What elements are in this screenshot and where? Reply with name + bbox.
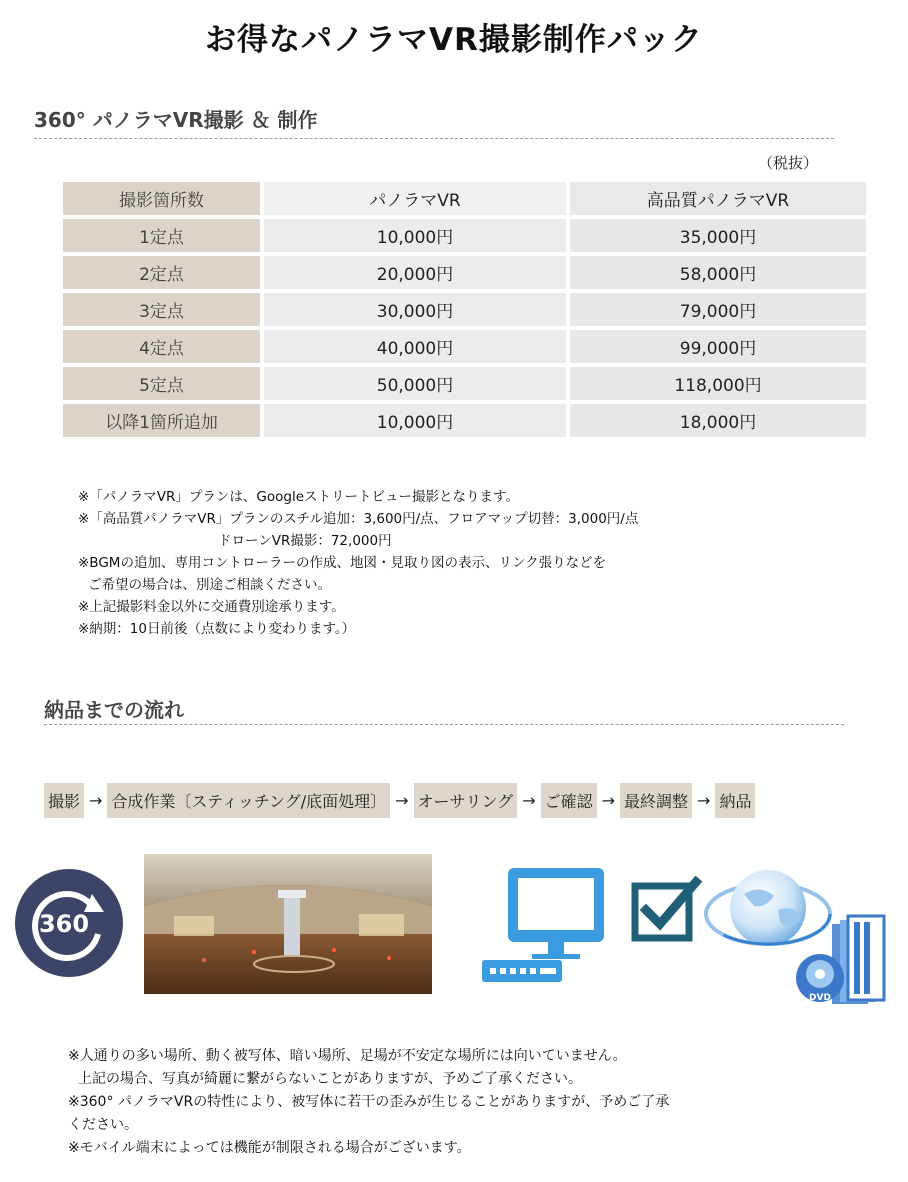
step-review: ご確認 — [541, 783, 597, 818]
note-line: ご希望の場合は、別途ご相談ください。 — [88, 577, 331, 593]
page-title: お得なパノラマVR撮影制作パック — [205, 22, 703, 58]
table-header-row — [63, 182, 866, 215]
360-icon-label: 360 — [38, 910, 90, 938]
price-cell: 20,000円 — [264, 256, 566, 289]
step-shoot: 撮影 — [44, 783, 84, 818]
price-cell: 58,000円 — [570, 256, 866, 289]
price-cell: 118,000円 — [570, 367, 866, 400]
note-line: ※「高品質パノラマVR」プランのスチル追加：3,600円/点、フロアマップ切替：3,000円/点 — [78, 511, 639, 527]
arrow-icon: → — [89, 791, 103, 810]
price-table — [63, 178, 866, 441]
table-row — [63, 330, 866, 363]
row-label: 以降1箇所追加 — [63, 404, 260, 437]
header-cell: パノラマVR — [264, 182, 566, 215]
table-row — [63, 256, 866, 289]
section-heading-pricing: 360° パノラマVR撮影 ＆ 制作 — [34, 108, 318, 132]
section-heading-workflow: 納品までの流れ — [44, 698, 184, 722]
step-final-adjust: 最終調整 — [620, 783, 692, 818]
price-cell: 79,000円 — [570, 293, 866, 326]
step-delivery: 納品 — [715, 783, 755, 818]
price-cell: 35,000円 — [570, 219, 866, 252]
computer-icon — [478, 864, 608, 986]
section-divider — [34, 138, 834, 139]
row-label: 3定点 — [63, 293, 260, 326]
tax-note: （税抜） — [758, 154, 819, 172]
table-row — [63, 293, 866, 326]
price-cell: 40,000円 — [264, 330, 566, 363]
arrow-icon: → — [601, 791, 616, 810]
price-cell: 99,000円 — [570, 330, 866, 363]
note-line: ※「パノラマVR」プランは、Googleストリートビュー撮影となります。 — [78, 489, 519, 505]
section-divider — [44, 724, 844, 725]
note-line: ※納期：10日前後（点数により変わります。） — [78, 621, 356, 637]
dvd-label: DVD — [809, 993, 831, 1003]
row-label: 4定点 — [63, 330, 260, 363]
pricing-notes — [78, 486, 638, 640]
panorama-photo — [144, 854, 432, 994]
workflow-steps — [44, 783, 755, 818]
step-stitching: 合成作業〔スティッチング/底面処理〕 — [107, 783, 390, 818]
note-line: 上記の場合、写真が綺麗に繋がらないことがありますが、予めご了承ください。 — [78, 1071, 582, 1087]
row-label: 5定点 — [63, 367, 260, 400]
note-line: ※BGMの追加、専用コントローラーの作成、地図・見取り図の表示、リンク張りなどを — [78, 555, 607, 571]
arrow-icon: → — [697, 791, 711, 810]
price-cell: 18,000円 — [570, 404, 866, 437]
header-cell: 撮影箇所数 — [63, 182, 260, 215]
note-line: ください。 — [68, 1117, 138, 1133]
price-cell: 30,000円 — [264, 293, 566, 326]
note-line: ドローンVR撮影：72,000円 — [218, 533, 392, 549]
row-label: 2定点 — [63, 256, 260, 289]
table-row — [63, 219, 866, 252]
table-row — [63, 404, 866, 437]
arrow-icon: → — [395, 791, 409, 810]
note-line: ※モバイル端末によっては機能が制限される場合がございます。 — [68, 1140, 471, 1156]
price-cell: 10,000円 — [264, 219, 566, 252]
header-cell: 高品質パノラマVR — [570, 182, 866, 215]
row-label: 1定点 — [63, 219, 260, 252]
dvd-icon — [792, 914, 888, 1010]
table-row — [63, 367, 866, 400]
arrow-icon: → — [522, 791, 536, 810]
step-authoring: オーサリング — [414, 783, 518, 818]
360-icon — [14, 868, 124, 978]
price-cell: 50,000円 — [264, 367, 566, 400]
price-cell: 10,000円 — [264, 404, 566, 437]
checkbox-icon — [630, 876, 706, 944]
note-line: ※360° パノラマVRの特性により、被写体に若干の歪みが生じることがありますが、予めご了承 — [68, 1094, 670, 1110]
note-line: ※上記撮影料金以外に交通費別途承ります。 — [78, 599, 345, 615]
workflow-notes — [68, 1045, 669, 1160]
note-line: ※人通りの多い場所、動く被写体、暗い場所、足場が不安定な場所には向いていません。 — [68, 1048, 627, 1064]
